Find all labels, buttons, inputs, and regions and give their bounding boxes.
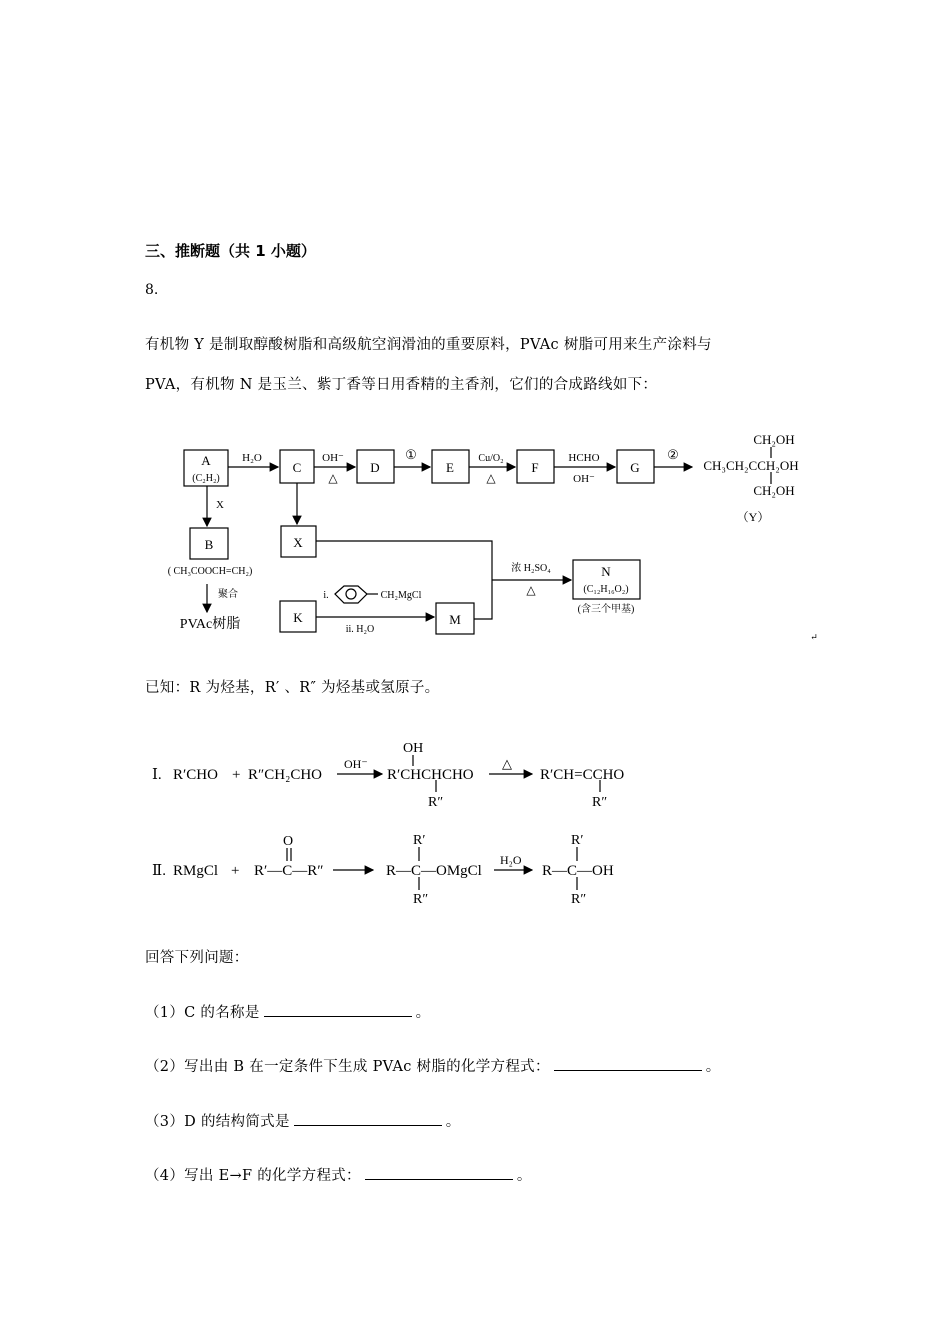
box-a-formula: (C₂H₂) [192,473,220,484]
step-ii: ii. H₂O [345,624,375,635]
question-2-text: （2）写出由 B 在一定条件下生成 PVAc 树脂的化学方程式： [145,1059,550,1075]
box-n-label: N [601,564,611,579]
cond-cuo2: Cu/O₂ [478,453,504,464]
reaction-ii-product: R—C—OH [542,863,614,879]
reaction-ii-prod-top: R′ [571,833,584,848]
question-4-text: （4）写出 E→F 的化学方程式： [145,1168,361,1184]
step-i: i. [323,590,329,601]
n-note: (含三个甲基) [577,604,635,615]
question-2-end: 。 [705,1059,721,1075]
reaction-ii-inter-top: R′ [413,833,426,848]
cond-h2o: H₂O [242,452,262,464]
step-1: ① [405,447,417,462]
reaction-i-sub2: R″ [592,795,608,810]
reaction-ii-ketone-o: O [283,834,294,849]
answer-prompt: 回答下列问题： [145,950,249,966]
step-2: ② [667,447,679,462]
b-formula: ( CH₃COOCH=CH₂) [167,566,253,577]
question-4 [145,1164,532,1185]
box-x-label: X [293,535,303,550]
box-d-label: D [370,460,380,475]
reaction-i-oh: OH [403,741,424,756]
reaction-i-sub1: R″ [428,795,444,810]
question-2 [145,1055,721,1076]
box-m-label: M [449,612,461,627]
cond-x: X [216,499,224,511]
answer-blank-4[interactable] [365,1165,513,1180]
intro-line-2: PVA，有机物 N 是玉兰、紫丁香等日用香精的主香剂，它们的合成路线如下： [145,377,658,393]
question-1-end: 。 [415,1005,431,1021]
box-n-formula: (C₁₂H₁₆O₂) [583,584,629,595]
answer-blank-2[interactable] [554,1056,702,1071]
box-c-label: C [292,460,302,475]
reaction-ii-plus: + [231,863,240,879]
box-e-label: E [446,460,454,475]
y-bottom-group: CH₂OH [753,483,795,498]
y-main-chain: CH₃CH₂CCH₂OH [703,458,799,473]
box-g-label: G [630,460,640,475]
y-top-group: CH₂OH [753,432,795,447]
box-b-label: B [204,537,214,552]
polymerize-label: 聚合 [218,589,238,600]
section-heading: 三、推断题（共 1 小题） [145,242,316,260]
box-k-label: K [293,610,303,625]
cond-delta-2: △ [486,471,496,485]
reagent-ch2mgcl: CH₂MgCl [380,590,422,601]
cond-hcho: HCHO [568,452,600,464]
question-1-text: （1）C 的名称是 [145,1005,260,1021]
intro-line-1: 有机物 Y 是制取醇酸树脂和高级航空润滑油的重要原料，PVAc 树脂可用来生产涂料与 [145,337,712,353]
reaction-i-product2: R′CH=CCHO [540,767,625,783]
known-text: 已知：R 为烃基，R′ 、R″ 为烃基或氢原子。 [145,680,440,696]
reaction-ii-label: Ⅱ. [152,863,166,879]
question-number: 8. [145,282,159,298]
reaction-i-reactant1: R′CHO [173,767,218,783]
answer-blank-3[interactable] [294,1111,442,1126]
question-3 [145,1110,461,1131]
reaction-i-reactant2: R″CH₂CHO [248,767,322,783]
y-label: （Y） [736,510,770,524]
cond-oh-2: OH⁻ [573,473,595,485]
reaction-ii-cond: H₂O [500,853,522,867]
box-a-label: A [201,453,211,468]
known-reactions [0,730,950,910]
answer-blank-1[interactable] [264,1002,412,1017]
cond-delta-3: △ [526,583,536,597]
cond-delta: △ [328,471,338,485]
cond-h2so4: 浓 H₂SO₄ [511,563,551,574]
pvac-resin: PVAc树脂 [179,617,241,632]
question-4-end: 。 [516,1168,532,1184]
stray-mark: ↵ [810,632,818,642]
reaction-ii-intermediate: R—C—OMgCl [386,863,482,879]
synthesis-scheme [0,420,950,650]
question-3-end: 。 [445,1114,461,1130]
question-3-text: （3）D 的结构简式是 [145,1114,290,1130]
reaction-i-cond2: △ [502,756,512,771]
cond-oh: OH⁻ [322,452,344,464]
reaction-i-cond1: OH⁻ [344,757,368,771]
reaction-i-product1: R′CHCHCHO [387,767,474,783]
box-f-label: F [531,460,539,475]
reaction-ii-prod-bottom: R″ [571,892,587,907]
question-1 [145,1001,430,1022]
reaction-ii-ketone: R′—C—R″ [254,863,324,879]
reaction-ii-inter-bottom: R″ [413,892,429,907]
reaction-i-label: Ⅰ. [152,767,162,783]
reaction-ii-reactant1: RMgCl [173,863,219,879]
reaction-i-plus: + [232,767,241,783]
